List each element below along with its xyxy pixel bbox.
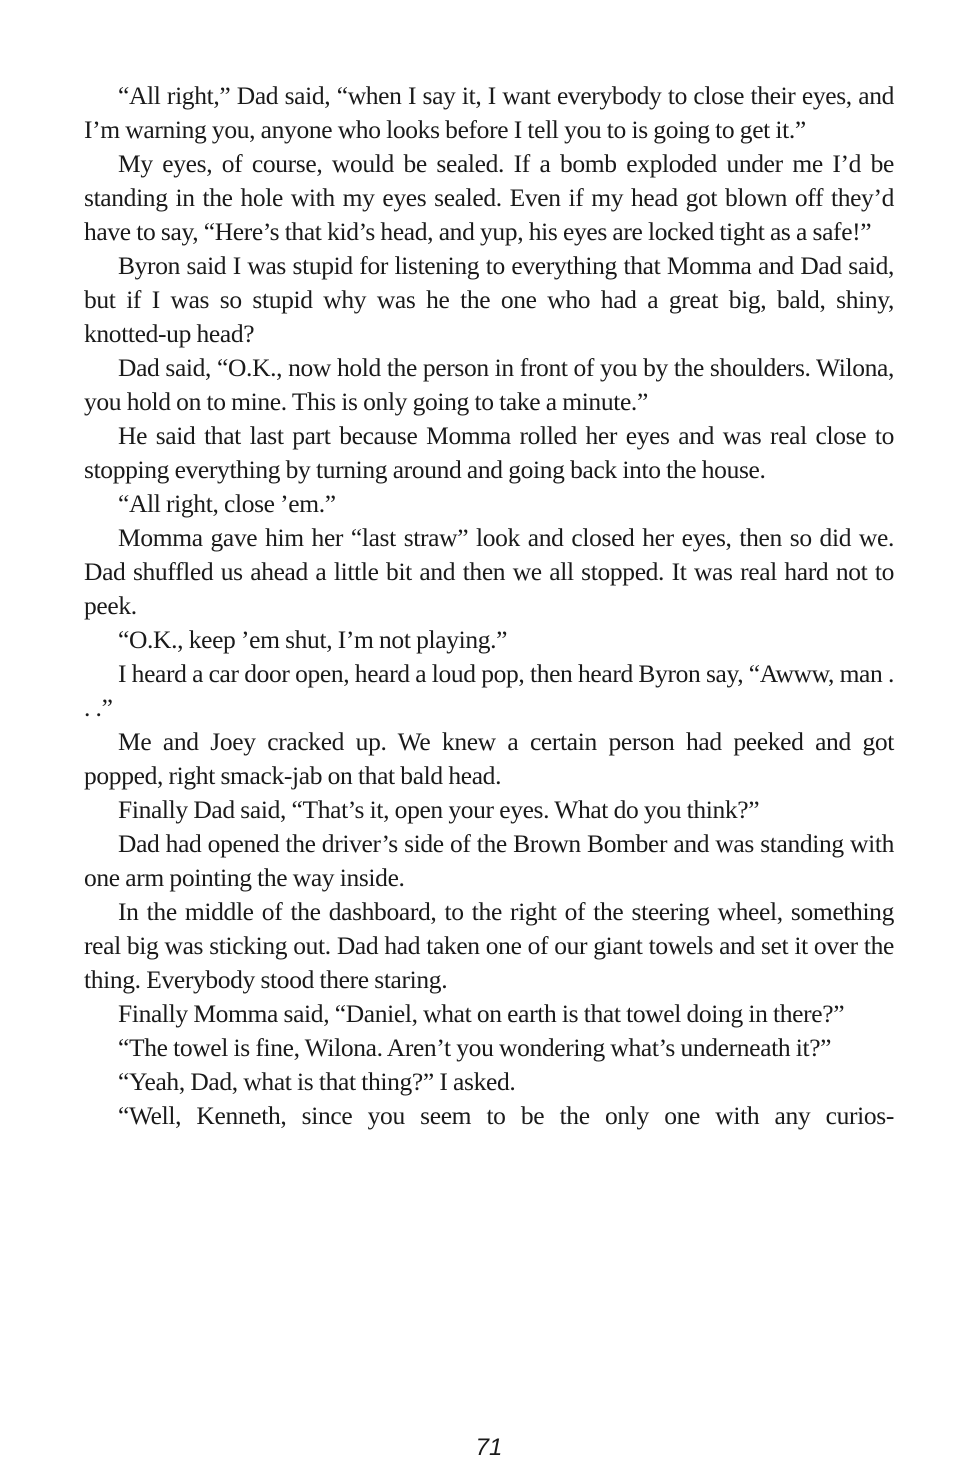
paragraph: In the middle of the dashboard, to the right of the steering wheel, something real big was sticking out. Dad had taken one of our giant towels and set it over the thing. Everybody stood there staring. [84, 897, 894, 994]
paragraph: Me and Joey cracked up. We knew a certain person had peeked and got popped, right smack-jab on that bald head. [84, 727, 894, 790]
paragraph: “Yeah, Dad, what is that thing?” I asked. [118, 1067, 516, 1096]
paragraph: “Well, Kenneth, since you seem to be the only one with any curios- [118, 1101, 894, 1130]
paragraph: “All right, close ’em.” [118, 489, 336, 518]
paragraph: My eyes, of course, would be sealed. If a bomb exploded under me I’d be standing in the hole with my eyes sealed. Even if my head got blown off they’d have to say, “Here’s that kid’s head, and yup, his eyes are locked tight as a safe!” [84, 149, 894, 246]
paragraph: “All right,” Dad said, “when I say it, I want everybody to close their eyes, and I’m warning you, anyone who looks before I tell you to is going to get it.” [84, 81, 894, 144]
paragraph: Finally Momma said, “Daniel, what on earth is that towel doing in there?” [118, 999, 845, 1028]
paragraph: Dad said, “O.K., now hold the person in front of you by the shoulders. Wilona, you hold on to mine. This is only going to take a minute.” [84, 353, 894, 416]
paragraph: He said that last part because Momma rolled her eyes and was real close to stopping everything by turning around and going back into the house. [84, 421, 894, 484]
paragraph: Momma gave him her “last straw” look and closed her eyes, then so did we. Dad shuffled us ahead a little bit and then we all stopped. It was real hard not to peek. [84, 523, 894, 620]
paragraph: Dad had opened the driver’s side of the Brown Bomber and was standing with one arm pointing the way inside. [84, 829, 894, 892]
page-number: 71 [475, 1434, 503, 1461]
paragraph: “O.K., keep ’em shut, I’m not playing.” [118, 625, 508, 654]
paragraph: Finally Dad said, “That’s it, open your eyes. What do you think?” [118, 795, 760, 824]
paragraph: Byron said I was stupid for listening to everything that Momma and Dad said, but if I was so stupid why was he the one who had a great big, bald, shiny, knotted-up head? [84, 251, 894, 348]
page-body [84, 79, 894, 1133]
paragraph: I heard a car door open, heard a loud pop, then heard Byron say, “Awww, man . . .” [84, 659, 894, 722]
paragraph: “The towel is fine, Wilona. Aren’t you wondering what’s underneath it?” [118, 1033, 832, 1062]
